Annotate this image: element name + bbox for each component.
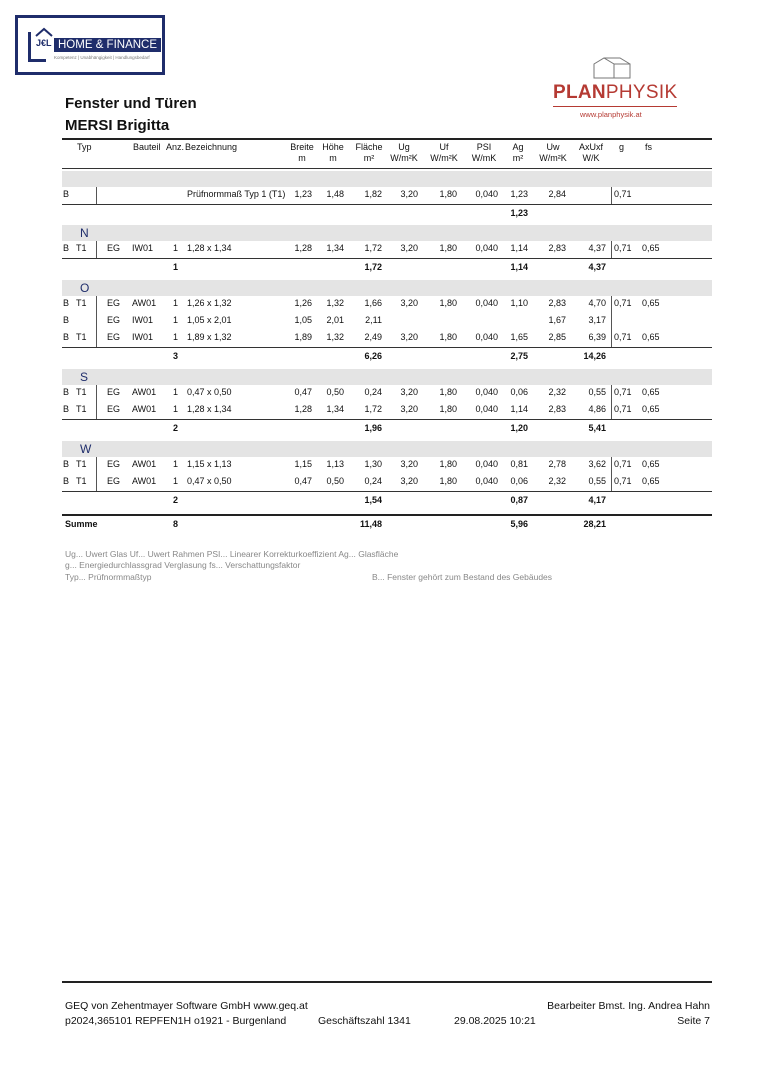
row-rule — [62, 419, 712, 420]
cell-t: T1 — [76, 404, 87, 414]
cell-ax: 4,37 — [588, 243, 606, 253]
footer-rule — [62, 981, 712, 983]
col-ag-unit: m² — [512, 153, 524, 163]
cell-uf: 1,80 — [439, 476, 457, 486]
cell-uw: 2,83 — [548, 404, 566, 414]
cell-g: 0,71 — [614, 459, 632, 469]
sum-anz: 3 — [172, 351, 178, 361]
col-uf-unit: W/m²K — [430, 153, 458, 163]
sum-anz: 8 — [172, 519, 178, 529]
cell-bt: AW01 — [132, 459, 157, 469]
cell-fs: 0,65 — [642, 243, 660, 253]
col-breite-label: Breite — [290, 142, 314, 152]
sum-anz: 2 — [172, 495, 178, 505]
cell-bt: IW01 — [132, 243, 154, 253]
cell-uw: 2,32 — [548, 476, 566, 486]
sum-ag: 2,75 — [510, 351, 528, 361]
col-psi-unit: W/mK — [471, 153, 497, 163]
planphysik-logo-text — [553, 82, 677, 104]
footer-date: 29.08.2025 10:21 — [454, 1015, 536, 1027]
table-top-rule — [62, 138, 712, 140]
cell-ag: 0,81 — [510, 459, 528, 469]
col-hoehe-unit: m — [329, 153, 337, 163]
col-ug-unit: W/m²K — [390, 153, 418, 163]
cell-b: B — [63, 476, 70, 486]
spacer-band — [62, 171, 712, 187]
cell-bez: 1,05 x 2,01 — [187, 315, 232, 325]
cell-fs: 0,65 — [642, 459, 660, 469]
sum-ax: 28,21 — [583, 519, 606, 529]
cell-uw: 2,83 — [548, 298, 566, 308]
cell-g: 0,71 — [614, 387, 632, 397]
footer-project: p2024,365101 REPFEN1H o1921 - Burgenland — [65, 1015, 287, 1027]
cell-uf: 1,80 — [439, 387, 457, 397]
logo-subtitle: Kompetenz | Unabhängigkeit | Handlungsbedarf — [54, 55, 150, 60]
sum-ax: 4,37 — [588, 262, 606, 272]
cell-ax: 4,70 — [588, 298, 606, 308]
column-divider — [96, 296, 97, 347]
cell-ag: 1,14 — [510, 243, 528, 253]
cell-fl: 2,49 — [364, 332, 382, 342]
sum-fl: 1,72 — [364, 262, 382, 272]
cell-anz: 1 — [172, 404, 178, 414]
column-divider — [611, 187, 612, 204]
cell-ag: 1,14 — [510, 404, 528, 414]
sum-ag: 1,20 — [510, 423, 528, 433]
cell-eg: EG — [107, 315, 121, 325]
cell-br: 1,23 — [294, 189, 312, 199]
col-typ: Typ — [77, 142, 92, 152]
col-uf — [425, 142, 463, 164]
cell-psi: 0,040 — [475, 332, 498, 342]
column-divider — [96, 241, 97, 258]
col-g: g — [619, 142, 625, 152]
col-ag-label: Ag — [512, 142, 524, 152]
cell-bt: AW01 — [132, 298, 157, 308]
planphysik-rule — [553, 106, 677, 107]
cell-ug: 3,20 — [400, 243, 418, 253]
sum-ag: 1,14 — [510, 262, 528, 272]
cell-psi: 0,040 — [475, 298, 498, 308]
cell-t: T1 — [76, 476, 87, 486]
cell-ax: 6,39 — [588, 332, 606, 342]
cell-bez: 1,89 x 1,32 — [187, 332, 232, 342]
cell-psi: 0,040 — [475, 476, 498, 486]
cell-anz: 1 — [172, 298, 178, 308]
cell-g: 0,71 — [614, 189, 632, 199]
sum-ax: 4,17 — [588, 495, 606, 505]
cell-g: 0,71 — [614, 476, 632, 486]
col-uw-label: Uw — [546, 142, 560, 152]
cell-t: T1 — [76, 298, 87, 308]
sum-anz: 2 — [172, 423, 178, 433]
cell-uf: 1,80 — [439, 404, 457, 414]
sum-anz: 1 — [172, 262, 178, 272]
group-band — [62, 280, 712, 296]
cell-fs: 0,65 — [642, 332, 660, 342]
col-ug-label: Ug — [398, 142, 410, 152]
cell-fs: 0,65 — [642, 404, 660, 414]
planphysik-name-bold: PLAN — [553, 82, 606, 103]
logo-title: HOME & FINANCE — [54, 38, 161, 52]
cell-g: 0,71 — [614, 332, 632, 342]
cell-h: 1,32 — [326, 332, 344, 342]
cell-b: B — [63, 387, 70, 397]
cell-ag: 0,06 — [510, 387, 528, 397]
cell-uw: 2,78 — [548, 459, 566, 469]
row-rule — [62, 258, 712, 259]
cell-bt: AW01 — [132, 476, 157, 486]
cell-anz: 1 — [172, 332, 178, 342]
sum-fl: 11,48 — [359, 519, 382, 529]
col-flaeche-label: Fläche — [355, 142, 383, 152]
row-rule — [62, 347, 712, 348]
cell-fl: 0,24 — [364, 476, 382, 486]
cell-fl: 1,72 — [364, 404, 382, 414]
column-divider — [611, 241, 612, 258]
cell-bez: Prüfnormmaß Typ 1 (T1) — [187, 189, 286, 199]
cell-b: B — [63, 404, 70, 414]
footer-reference: Geschäftszahl 1341 — [318, 1015, 411, 1027]
col-anz: Anz. — [166, 142, 185, 152]
col-psi-label: PSI — [476, 142, 492, 152]
planphysik-house-icon — [590, 56, 634, 80]
cell-bez: 0,47 x 0,50 — [187, 476, 232, 486]
col-flaeche-unit: m² — [363, 153, 375, 163]
cell-fl: 1,82 — [364, 189, 382, 199]
group-band — [62, 369, 712, 385]
col-axuxf — [575, 142, 607, 164]
cell-h: 1,34 — [326, 243, 344, 253]
cell-br: 1,05 — [294, 315, 312, 325]
cell-ax: 0,55 — [588, 476, 606, 486]
col-hoehe — [317, 142, 349, 164]
cell-t: T1 — [76, 332, 87, 342]
sum-fl: 6,26 — [364, 351, 382, 361]
legend-line-3b: B... Fenster gehört zum Bestand des Gebäudes — [372, 572, 553, 582]
logo-mark-text: J€L — [36, 38, 52, 48]
cell-br: 1,89 — [294, 332, 312, 342]
cell-psi: 0,040 — [475, 243, 498, 253]
home-finance-logo — [15, 15, 165, 75]
cell-uw: 2,85 — [548, 332, 566, 342]
sum-ag: 5,96 — [510, 519, 528, 529]
cell-eg: EG — [107, 387, 121, 397]
group-label: S — [80, 370, 89, 384]
cell-h: 0,50 — [326, 476, 344, 486]
cell-fs: 0,65 — [642, 476, 660, 486]
legend-line-1: Ug... Uwert Glas Uf... Uwert Rahmen PSI... Linearer Korrekturkoeffizient Ag... Glasfläche — [65, 549, 399, 559]
cell-anz: 1 — [172, 315, 178, 325]
col-axuxf-unit: W/K — [582, 153, 600, 163]
cell-psi: 0,040 — [475, 189, 498, 199]
cell-b: B — [63, 243, 70, 253]
cell-bt: AW01 — [132, 387, 157, 397]
column-divider — [611, 457, 612, 491]
cell-ug: 3,20 — [400, 476, 418, 486]
cell-h: 1,34 — [326, 404, 344, 414]
cell-bt: IW01 — [132, 332, 154, 342]
cell-bez: 0,47 x 0,50 — [187, 387, 232, 397]
cell-eg: EG — [107, 243, 121, 253]
cell-eg: EG — [107, 459, 121, 469]
cell-fl: 1,72 — [364, 243, 382, 253]
cell-h: 1,48 — [326, 189, 344, 199]
col-uw — [535, 142, 571, 164]
col-flaeche — [351, 142, 387, 164]
cell-uf: 1,80 — [439, 243, 457, 253]
cell-ag: 1,23 — [510, 189, 528, 199]
cell-ag: 1,65 — [510, 332, 528, 342]
cell-t: T1 — [76, 387, 87, 397]
sum-ax: 5,41 — [588, 423, 606, 433]
cell-eg: EG — [107, 332, 121, 342]
cell-eg: EG — [107, 298, 121, 308]
cell-bt: IW01 — [132, 315, 154, 325]
client-name: MERSI Brigitta — [65, 117, 170, 134]
footer-page: Seite 7 — [677, 1015, 710, 1027]
cell-br: 0,47 — [294, 476, 312, 486]
cell-h: 2,01 — [326, 315, 344, 325]
cell-ug: 3,20 — [400, 404, 418, 414]
cell-b: B — [63, 459, 70, 469]
row-rule — [62, 168, 712, 169]
col-fs: fs — [645, 142, 653, 152]
group-label: W — [80, 442, 92, 456]
col-uf-label: Uf — [439, 142, 449, 152]
cell-ax: 4,86 — [588, 404, 606, 414]
group-band — [62, 441, 712, 457]
cell-br: 1,28 — [294, 404, 312, 414]
pruef-sum-ag: 1,23 — [510, 208, 528, 218]
legend-line-3a: Typ... Prüfnormmaßtyp — [65, 572, 152, 582]
group-label: N — [80, 226, 89, 240]
cell-fl: 1,66 — [364, 298, 382, 308]
cell-br: 1,26 — [294, 298, 312, 308]
cell-ug: 3,20 — [400, 387, 418, 397]
planphysik-name-rest: PHYSIK — [605, 82, 678, 103]
cell-uf: 1,80 — [439, 189, 457, 199]
col-ug — [386, 142, 422, 164]
cell-br: 0,47 — [294, 387, 312, 397]
cell-anz: 1 — [172, 459, 178, 469]
cell-h: 1,13 — [326, 459, 344, 469]
cell-uw: 2,32 — [548, 387, 566, 397]
sum-ag: 0,87 — [510, 495, 528, 505]
column-divider — [96, 385, 97, 419]
cell-ug: 3,20 — [400, 332, 418, 342]
cell-t: T1 — [76, 459, 87, 469]
column-divider — [611, 296, 612, 347]
column-divider — [96, 187, 97, 204]
cell-b: B — [63, 315, 70, 325]
cell-ag: 1,10 — [510, 298, 528, 308]
footer-editor: Bearbeiter Bmst. Ing. Andrea Hahn — [547, 1000, 710, 1012]
cell-br: 1,15 — [294, 459, 312, 469]
sum-ax: 14,26 — [583, 351, 606, 361]
cell-uf: 1,80 — [439, 459, 457, 469]
col-bezeichnung: Bezeichnung — [185, 142, 238, 152]
col-bauteil: Bauteil — [133, 142, 161, 152]
cell-fl: 0,24 — [364, 387, 382, 397]
cell-t: T1 — [76, 243, 87, 253]
footer-software: GEQ von Zehentmayer Software GmbH www.geq.at — [65, 1000, 308, 1012]
group-label: O — [80, 281, 90, 295]
cell-h: 1,32 — [326, 298, 344, 308]
row-rule — [62, 204, 712, 205]
col-uw-unit: W/m²K — [539, 153, 567, 163]
cell-b: B — [63, 189, 70, 199]
cell-fs: 0,65 — [642, 298, 660, 308]
col-hoehe-label: Höhe — [322, 142, 344, 152]
sum-fl: 1,54 — [364, 495, 382, 505]
col-breite-unit: m — [298, 153, 306, 163]
cell-bt: AW01 — [132, 404, 157, 414]
cell-b: B — [63, 298, 70, 308]
cell-ug: 3,20 — [400, 459, 418, 469]
legend-line-2: g... Energiedurchlassgrad Verglasung fs... Verschattungsfaktor — [65, 560, 301, 570]
cell-bez: 1,15 x 1,13 — [187, 459, 232, 469]
cell-b: B — [63, 332, 70, 342]
cell-ag: 0,06 — [510, 476, 528, 486]
cell-anz: 1 — [172, 387, 178, 397]
cell-psi: 0,040 — [475, 404, 498, 414]
sum-fl: 1,96 — [364, 423, 382, 433]
cell-bez: 1,28 x 1,34 — [187, 243, 232, 253]
cell-g: 0,71 — [614, 404, 632, 414]
col-axuxf-label: AxUxf — [578, 142, 603, 152]
cell-ax: 3,62 — [588, 459, 606, 469]
cell-uf: 1,80 — [439, 332, 457, 342]
col-ag — [505, 142, 531, 164]
total-label: Summe — [65, 519, 98, 529]
col-breite — [284, 142, 320, 164]
cell-ax: 3,17 — [588, 315, 606, 325]
cell-uf: 1,80 — [439, 298, 457, 308]
cell-uw: 2,83 — [548, 243, 566, 253]
cell-eg: EG — [107, 476, 121, 486]
col-psi — [466, 142, 502, 164]
cell-g: 0,71 — [614, 298, 632, 308]
page-title: Fenster und Türen — [65, 95, 197, 112]
cell-psi: 0,040 — [475, 387, 498, 397]
cell-anz: 1 — [172, 243, 178, 253]
column-divider — [611, 385, 612, 419]
cell-h: 0,50 — [326, 387, 344, 397]
cell-bez: 1,28 x 1,34 — [187, 404, 232, 414]
cell-uw: 2,84 — [548, 189, 566, 199]
cell-fs: 0,65 — [642, 387, 660, 397]
planphysik-url: www.planphysik.at — [580, 110, 642, 119]
cell-ug: 3,20 — [400, 298, 418, 308]
cell-ax: 0,55 — [588, 387, 606, 397]
cell-psi: 0,040 — [475, 459, 498, 469]
cell-fl: 1,30 — [364, 459, 382, 469]
cell-uw: 1,67 — [548, 315, 566, 325]
row-rule — [62, 514, 712, 516]
cell-fl: 2,11 — [365, 315, 382, 325]
cell-eg: EG — [107, 404, 121, 414]
cell-anz: 1 — [172, 476, 178, 486]
cell-g: 0,71 — [614, 243, 632, 253]
row-rule — [62, 491, 712, 492]
column-divider — [96, 457, 97, 491]
cell-ug: 3,20 — [400, 189, 418, 199]
group-band — [62, 225, 712, 241]
cell-br: 1,28 — [294, 243, 312, 253]
cell-bez: 1,26 x 1,32 — [187, 298, 232, 308]
